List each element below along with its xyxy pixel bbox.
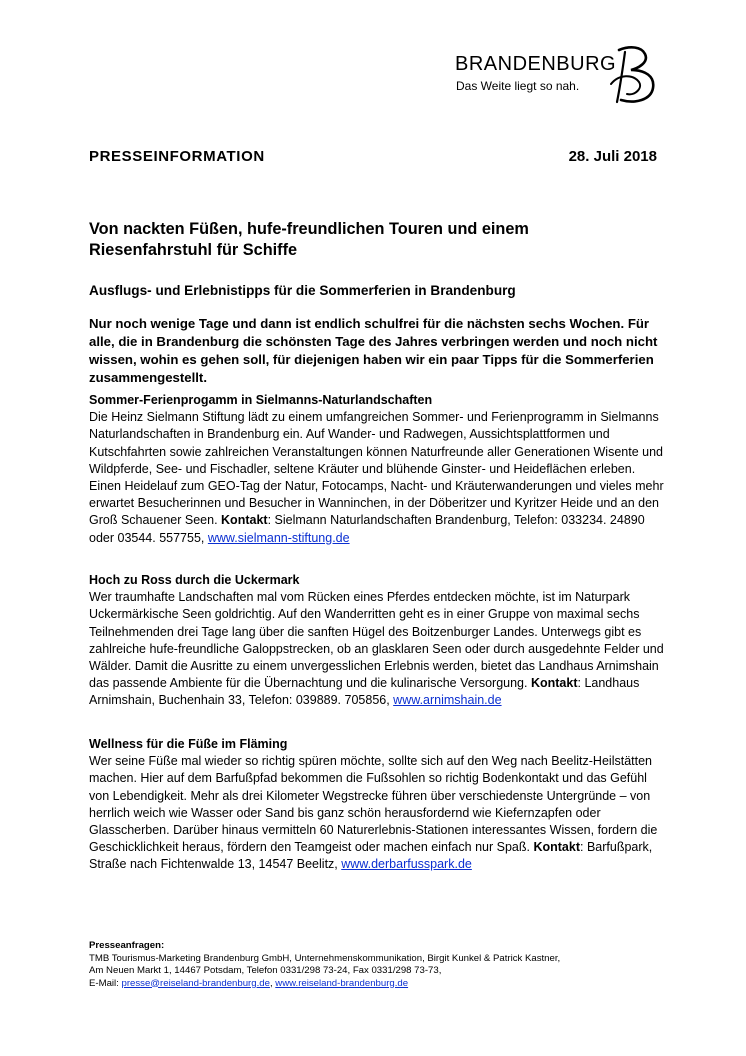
press-email-link[interactable]: presse@reiseland-brandenburg.de: [121, 977, 270, 989]
contact-text: : Sielmann Naturlandschaften Brandenburg, Telefon: 033234. 24890 oder 03544. 557755,: [89, 513, 645, 545]
footer-label: Presseanfragen:: [89, 940, 165, 951]
footer-line-3: [89, 978, 669, 991]
footer-line-1: TMB Tourismus-Marketing Brandenburg GmbH, Unternehmenskommunikation, Birgit Kunkel & Patrick Kastner,: [89, 952, 561, 964]
section-flaeming: [89, 736, 664, 874]
contact-label: Kontakt: [533, 840, 580, 855]
brandenburg-b-mark-icon: [605, 44, 661, 106]
barfusspark-website-link[interactable]: www.derbarfusspark.de: [341, 857, 472, 872]
section-title: Sommer-Ferienprogamm in Sielmanns-Naturlandschaften: [89, 393, 433, 407]
section-uckermark: [89, 572, 664, 710]
contact-label: Kontakt: [530, 676, 578, 691]
sielmann-website-link[interactable]: www.sielmann-stiftung.de: [207, 530, 350, 545]
press-contact-footer: [89, 940, 669, 990]
logo-brand: BRANDENBURG: [455, 53, 617, 75]
section-title: Hoch zu Ross durch die Uckermark: [89, 573, 300, 587]
section-body: [89, 753, 664, 873]
contact-text: : Landhaus Arnimshain, Buchenhain 33, Telefon: 039889. 705856,: [89, 676, 640, 708]
email-label: E-Mail:: [89, 977, 122, 989]
footer-line-2: Am Neuen Markt 1, 14467 Potsdam, Telefon 0331/298 73-24, Fax 0331/298 73-73,: [89, 965, 442, 976]
section-body-text: Wer traumhafte Landschaften mal vom Rücken eines Pferdes entdecken möchte, ist im Naturpark Uckermärkische Seen goldrichtig. Auf den Wanderritten geht es in einer Gruppe von maximal sechs Teilnehmenden drei Tage lang über die sanften Hügel des Boitzenburger Landes. Unterwegs gibt es zahlreiche hufe-freundliche Galoppstrecken, ob an glasklaren Seen oder durch ausgedehnte Felder und Wälder. Damit die Ausritte zu einem unvergesslichen Erlebnis werden, bietet das Landhaus Arnimshain das passende Ambiente für die Übernachtung und die kulinarische Versorgung.: [89, 590, 664, 691]
contact-text: : Barfußpark, Straße nach Fichtenwalde 13, 14547 Beelitz,: [89, 840, 653, 872]
footer-separator: ,: [269, 977, 276, 989]
arnimshain-website-link[interactable]: www.arnimshain.de: [393, 693, 502, 708]
logo-slogan: Das Weite liegt so nah.: [456, 79, 580, 93]
contact-label: Kontakt: [221, 513, 268, 528]
section-body: [89, 589, 664, 709]
subheadline: Ausflugs- und Erlebnistipps für die Sommerferien in Brandenburg: [89, 283, 516, 298]
headline: Von nackten Füßen, hufe-freundlichen Touren und einem Riesenfahrstuhl für Schiffe: [89, 220, 529, 259]
brandenburg-logo: [455, 44, 665, 104]
section-body-text: Wer seine Füße mal wieder so richtig spüren möchte, sollte sich auf den Weg nach Beelitz-Heilstätten machen. Hier auf dem Barfußpfad bekommen die Fußsohlen so richtig Bodenkontakt und das Gefühl von Lebendigkeit. Mehr als drei Kilometer Wegstrecke führen über verschiedenste Untergründe – von herrlich weich wie Wasser oder Sand bis ganz schön herausfordernd wie Kiefernzapfen oder Glasscherben. Darüber hinaus vermitteln 60 Naturerlebnis-Stationen interessantes Wissen, fordern die Geschicklichkeit heraus, fördern den Teamgeist oder machen einfach nur Spaß.: [89, 754, 658, 855]
press-label: PRESSEINFORMATION: [89, 148, 265, 165]
intro-paragraph: Nur noch wenige Tage und dann ist endlich schulfrei für die nächsten sechs Wochen. Für alle, die in Brandenburg die schönsten Tage des Jahres verbringen werden und noch nicht wissen, wohin es gehen soll, für diejenigen haben wir ein paar Tipps für die Sommerferien zusammengestellt.: [89, 316, 658, 385]
reiseland-website-link[interactable]: www.reiseland-brandenburg.de: [275, 977, 409, 989]
section-body: [89, 409, 664, 547]
section-title: Wellness für die Füße im Fläming: [89, 737, 288, 751]
press-date: 28. Juli 2018: [568, 148, 657, 165]
section-sielmann: [89, 392, 664, 547]
section-body-text: Die Heinz Sielmann Stiftung lädt zu einem umfangreichen Sommer- und Ferienprogramm in Sielmanns Naturlandschaften in Brandenburg ein. Auf Wander- und Radwegen, Aussichtsplattformen und Kutschfahrten sowie zahlreichen Veranstaltungen können Naturfreunde aller Generationen Wisente und Wildpferde, See- und Fischadler, seltene Kräuter und blühende Ginster- und Heideflächen erleben. Einen Heidelauf zum GEO-Tag der Natur, Fotocamps, Nacht- und Kräuterwanderungen und vieles mehr erwartet Besucherinnen und Besucher in Wanninchen, in der Döberitzer und Kyritzer Heide und an den Groß Schauener Seen.: [89, 410, 664, 528]
